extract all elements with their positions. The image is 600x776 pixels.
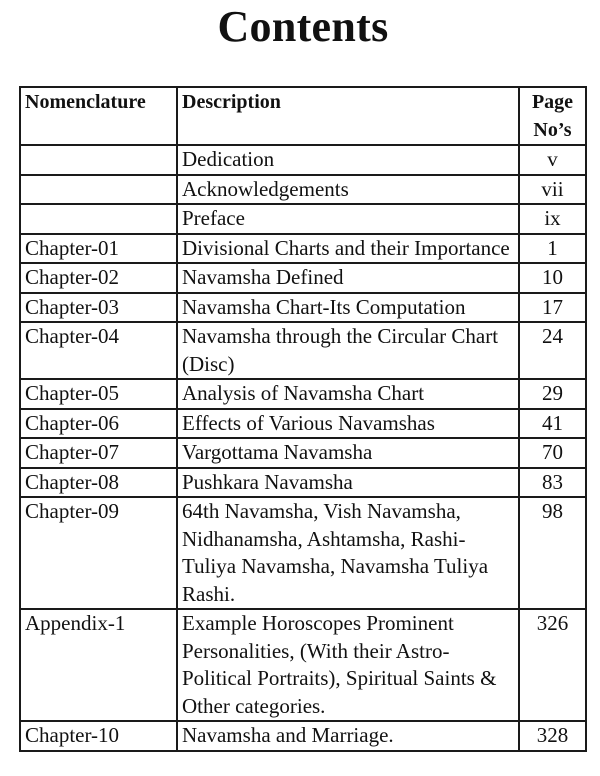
row-page: 41	[519, 409, 586, 439]
row-page: 83	[519, 468, 586, 498]
row-page: 70	[519, 438, 586, 468]
row-nomenclature: Chapter-06	[20, 409, 177, 439]
row-nomenclature	[20, 175, 177, 205]
row-description: Example Horoscopes Prominent Personalities, (With their Astro-Political Portraits), Spiritual Saints & Other categories.	[177, 609, 519, 721]
contents-table	[19, 86, 587, 752]
row-page: v	[519, 145, 586, 175]
table-row	[20, 322, 586, 379]
header-description: Description	[177, 87, 519, 145]
row-description: Navamsha Defined	[177, 263, 519, 293]
table-row	[20, 145, 586, 175]
row-description: Pushkara Navamsha	[177, 468, 519, 498]
row-description: Dedication	[177, 145, 519, 175]
row-nomenclature: Chapter-04	[20, 322, 177, 379]
row-nomenclature	[20, 204, 177, 234]
row-page: ix	[519, 204, 586, 234]
table-row	[20, 409, 586, 439]
table-row	[20, 438, 586, 468]
row-description: Vargottama Navamsha	[177, 438, 519, 468]
table-row	[20, 263, 586, 293]
row-description: Preface	[177, 204, 519, 234]
row-page: 326	[519, 609, 586, 721]
page-title: Contents	[217, 2, 389, 51]
row-nomenclature: Chapter-09	[20, 497, 177, 609]
table-row	[20, 293, 586, 323]
row-description: 64th Navamsha, Vish Navamsha, Nidhanamsha, Ashtamsha, Rashi-Tuliya Navamsha, Navamsha Tuliya Rashi.	[177, 497, 519, 609]
row-description: Navamsha and Marriage.	[177, 721, 519, 751]
row-page: 24	[519, 322, 586, 379]
row-page: 10	[519, 263, 586, 293]
row-description: Effects of Various Navamshas	[177, 409, 519, 439]
row-nomenclature: Chapter-07	[20, 438, 177, 468]
header-page-line1: Page	[531, 91, 574, 113]
table-row	[20, 609, 586, 721]
row-page: 29	[519, 379, 586, 409]
row-description: Analysis of Navamsha Chart	[177, 379, 519, 409]
row-nomenclature: Chapter-05	[20, 379, 177, 409]
row-nomenclature: Chapter-02	[20, 263, 177, 293]
row-nomenclature: Chapter-01	[20, 234, 177, 264]
table-row	[20, 175, 586, 205]
header-page-numbers	[519, 87, 586, 145]
row-page: 328	[519, 721, 586, 751]
row-page: 1	[519, 234, 586, 264]
row-nomenclature: Chapter-10	[20, 721, 177, 751]
header-nomenclature: Nomenclature	[20, 87, 177, 145]
table-row	[20, 204, 586, 234]
table-row	[20, 379, 586, 409]
table-row	[20, 234, 586, 264]
header-page-line2: No’s	[533, 118, 572, 141]
table-row	[20, 468, 586, 498]
row-page: 17	[519, 293, 586, 323]
row-page: 98	[519, 497, 586, 609]
row-description: Acknowledgements	[177, 175, 519, 205]
row-description: Divisional Charts and their Importance	[177, 234, 519, 264]
row-description: Navamsha Chart-Its Computation	[177, 293, 519, 323]
table-header-row	[20, 87, 586, 145]
table-row	[20, 721, 586, 751]
row-page: vii	[519, 175, 586, 205]
row-description: Navamsha through the Circular Chart (Disc)	[177, 322, 519, 379]
row-nomenclature: Appendix-1	[20, 609, 177, 721]
row-nomenclature: Chapter-03	[20, 293, 177, 323]
row-nomenclature	[20, 145, 177, 175]
row-nomenclature: Chapter-08	[20, 468, 177, 498]
table-row	[20, 497, 586, 609]
